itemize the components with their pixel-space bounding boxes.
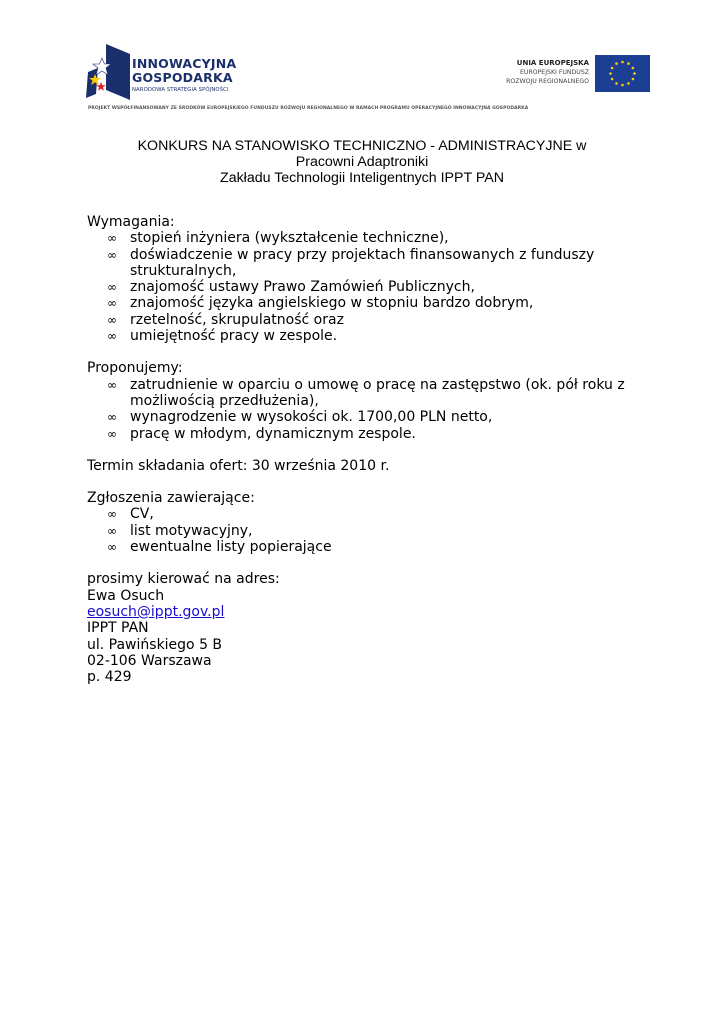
requirements-list [87, 230, 627, 344]
page-header [0, 0, 724, 120]
contact-organization: IPPT PAN [87, 620, 149, 637]
eu-text-line3: ROZWOJU REGIONALNEGO [506, 78, 589, 85]
applications-list [87, 506, 627, 555]
list-item-text: rzetelność, skrupulatność oraz [130, 311, 344, 328]
list-item-text: zatrudnienie w oparciu o umowę o pracę na zastępstwo (ok. pół roku z możliwością przedłużenia), [130, 376, 625, 409]
list-item [87, 295, 627, 311]
list-item [87, 523, 627, 539]
logo-title [132, 57, 236, 85]
offer-list [87, 377, 627, 442]
list-item [87, 247, 627, 280]
list-item-text: stopień inżyniera (wykształcenie techniczne), [130, 230, 449, 247]
list-item-text: ewentualne listy popierające [130, 539, 332, 556]
list-item [87, 506, 627, 522]
eu-logo-text [503, 59, 589, 86]
list-item-text: CV, [130, 506, 154, 523]
infinity-bullet-icon: ∞ [107, 280, 117, 295]
list-item-text: pracę w młodym, dynamicznym zespole. [130, 425, 416, 442]
contact-city: 02-106 Warszawa [87, 652, 212, 669]
title-line1: KONKURS NA STANOWISKO TECHNICZNO - ADMINISTRACYJNE w [137, 138, 587, 154]
list-item-text: wynagrodzenie w wysokości ok. 1700,00 PLN netto, [130, 409, 493, 426]
contact-street: ul. Pawińskiego 5 B [87, 636, 223, 653]
contact-intro: prosimy kierować na adres: [87, 571, 280, 588]
title-line3: Zakładu Technologii Inteligentnych IPPT PAN [220, 170, 504, 186]
deadline-text: Termin składania ofert: 30 września 2010 r. [87, 457, 390, 474]
list-item [87, 230, 627, 246]
infinity-bullet-icon: ∞ [107, 247, 117, 262]
infinity-bullet-icon: ∞ [107, 296, 117, 311]
document-body [87, 214, 627, 685]
eu-flag-icon [595, 55, 650, 92]
infinity-bullet-icon: ∞ [107, 377, 117, 392]
list-item [87, 426, 627, 442]
infinity-bullet-icon: ∞ [107, 540, 117, 555]
infinity-bullet-icon: ∞ [107, 507, 117, 522]
list-item-text: znajomość języka angielskiego w stopniu bardzo dobrym, [130, 295, 534, 312]
logo-title-line2: GOSPODARKA [132, 70, 233, 85]
list-item [87, 539, 627, 555]
contact-name: Ewa Osuch [87, 587, 165, 604]
infinity-bullet-icon: ∞ [107, 426, 117, 441]
list-item [87, 328, 627, 344]
list-item-text: umiejętność pracy w zespole. [130, 328, 338, 345]
list-item-text: doświadczenie w pracy przy projektach finansowanych z funduszy strukturalnych, [130, 246, 595, 279]
requirements-heading: Wymagania: [87, 214, 175, 230]
list-item-text: list motywacyjny, [130, 522, 253, 539]
page-title [0, 138, 724, 186]
list-item [87, 409, 627, 425]
contact-email-link[interactable]: eosuch@ippt.gov.pl [87, 603, 225, 620]
logo-title-line1: INNOWACYJNA [132, 56, 237, 71]
eu-text-line1: UNIA EUROPEJSKA [516, 59, 589, 67]
eu-text-line2: EUROPEJSKI FUNDUSZ [519, 69, 589, 76]
funding-statement: PROJEKT WSPÓŁFINANSOWANY ZE ŚRODKÓW EUROPEJSKIEGO FUNDUSZU ROZWOJU REGIONALNEGO W RAMACH PROGRAMU OPERACYJNEGO INNOWACYJNA GOSPODARKA [88, 106, 529, 111]
innowacyjna-gospodarka-logo [86, 44, 266, 100]
infinity-bullet-icon: ∞ [107, 410, 117, 425]
offer-heading: Proponujemy: [87, 360, 183, 377]
infinity-bullet-icon: ∞ [107, 231, 117, 246]
list-item [87, 279, 627, 295]
infinity-bullet-icon: ∞ [107, 329, 117, 344]
list-item-text: znajomość ustawy Prawo Zamówień Publicznych, [130, 279, 475, 296]
title-line2: Pracowni Adaptroniki [295, 154, 429, 170]
contact-room: p. 429 [87, 669, 132, 686]
applications-heading: Zgłoszenia zawierające: [87, 490, 255, 507]
list-item [87, 312, 627, 328]
infinity-bullet-icon: ∞ [107, 523, 117, 538]
list-item [87, 377, 627, 410]
logo-subtitle: NARODOWA STRATEGIA SPÓJNOŚCI [132, 87, 229, 93]
star-flag-logo-icon [86, 44, 130, 100]
infinity-bullet-icon: ∞ [107, 312, 117, 327]
